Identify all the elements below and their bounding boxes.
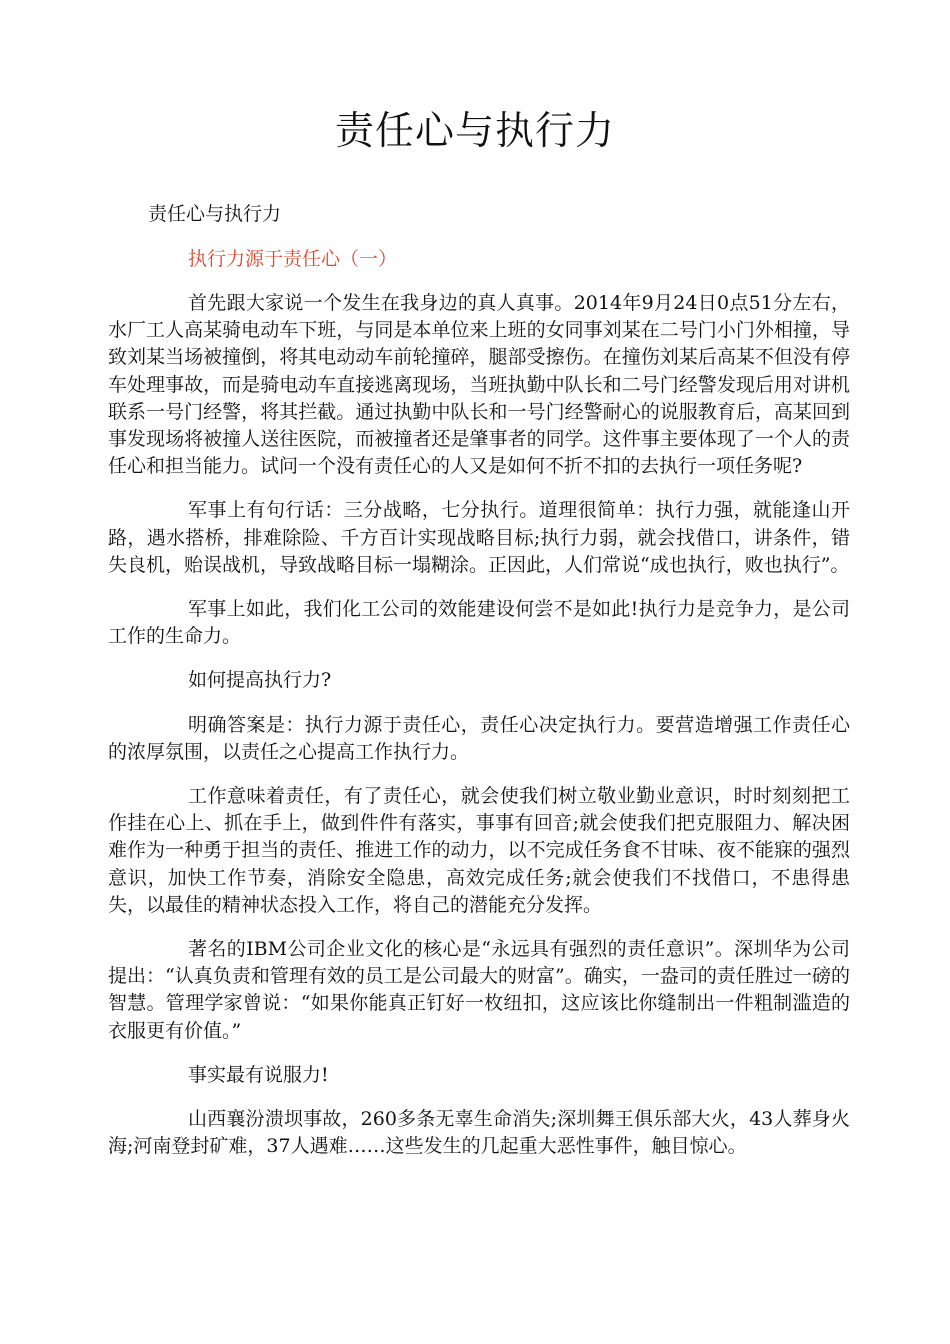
paragraph-answer: 明确答案是：执行力源于责任心，责任心决定执行力。要营造增强工作责任心的浓厚氛围，以责任之心提高工作执行力。	[108, 713, 850, 763]
document-title: 责任心与执行力	[334, 109, 615, 154]
paragraph-company-efficiency: 军事上如此，我们化工公司的效能建设何尝不是如此!执行力是竞争力，是公司工作的生命力。	[108, 598, 850, 648]
paragraph-military-saying: 军事上有句行话：三分战略，七分执行。道理很简单：执行力强，就能逢山开路，遇水搭桥，排难除险、千方百计实现战略目标;执行力弱，就会找借口，讲条件，错失良机，贻误战机，导致战略目标一塌糊涂。正因此，人们常说“成也执行，败也执行”。	[108, 499, 850, 576]
section-heading: 执行力源于责任心（一）	[188, 248, 398, 270]
paragraph-incident: 首先跟大家说一个发生在我身边的真人真事。2014年9月24日0点51分左右，水厂工人高某骑电动车下班，与同是本单位来上班的女同事刘某在二号门小门外相撞，导致刘某当场被撞倒，将其电动动车前轮撞碎，腿部受擦伤。在撞伤刘某后高某不但没有停车处理事故，而是骑电动车直接逃离现场，当班执勤中队长和二号门经警发现后用对讲机联系一号门经警，将其拦截。通过执勤中队长和一号门经警耐心的说服教育后，高某回到事发现场将被撞人送往医院，而被撞者还是肇事者的同学。这件事主要体现了一个人的责任心和担当能力。试问一个没有责任心的人又是如何不折不扣的去执行一项任务呢?	[108, 292, 850, 478]
document-body	[108, 290, 850, 1177]
paragraph-facts: 事实最有说服力!	[188, 1063, 329, 1086]
document-subtitle: 责任心与执行力	[148, 203, 282, 225]
paragraph-question: 如何提高执行力?	[188, 669, 332, 692]
paragraph-work-responsibility: 工作意味着责任，有了责任心，就会使我们树立敬业勤业意识，时时刻刻把工作挂在心上、抓在手上，做到件件有落实，事事有回音;就会使我们把克服阻力、解决困难作为一种勇于担当的责任、推进工作的动力，以不完成任务食不甘味、夜不能寐的强烈意识，加快工作节奏，消除安全隐患，高效完成任务;就会使我们不找借口，不患得患失，以最佳的精神状态投入工作，将自己的潜能充分发挥。	[108, 785, 850, 916]
paragraph-ibm-huawei: 著名的IBM公司企业文化的核心是“永远具有强烈的责任意识”。深圳华为公司提出：“认真负责和管理有效的员工是公司最大的财富”。确实，一盎司的责任胜过一磅的智慧。管理学家曾说：“如果你能真正钉好一枚纽扣，这应该比你缝制出一件粗制滥造的衣服更有价值。”	[108, 938, 850, 1042]
paragraph-accidents: 山西襄汾溃坝事故，260多条无辜生命消失;深圳舞王俱乐部大火，43人葬身火海;河南登封矿难，37人遇难……这些发生的几起重大恶性事件，触目惊心。	[108, 1108, 850, 1158]
